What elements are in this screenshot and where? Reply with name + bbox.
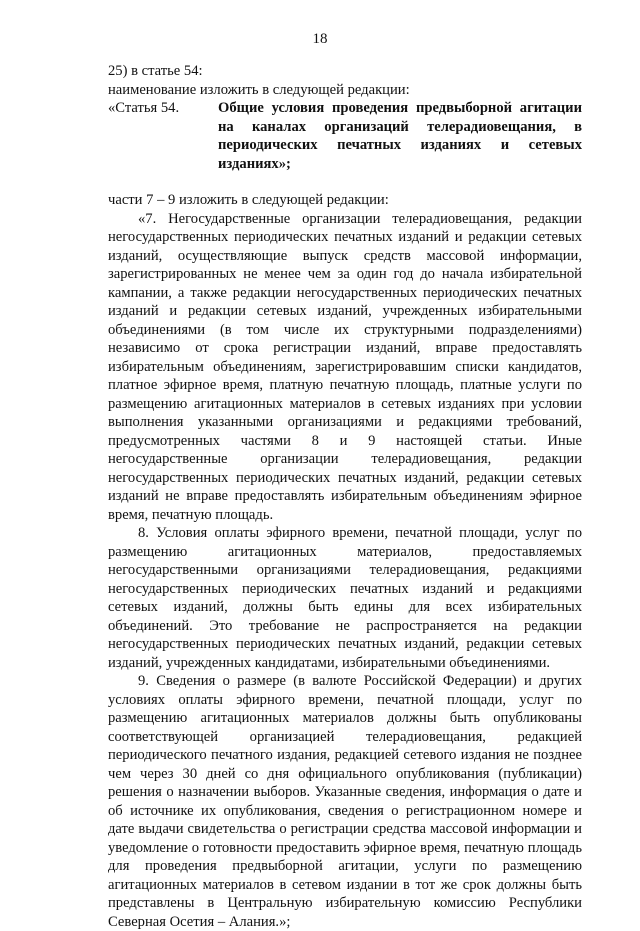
page-number: 18	[312, 31, 328, 47]
amendment-item: 25) в статье 54:	[108, 63, 203, 79]
spacer	[108, 173, 582, 191]
name-change-instruction: наименование изложить в следующей редакции:	[108, 81, 410, 98]
article-title: Общие условия проведения предвыборной агитации на каналах организаций телерадиовещания, в периодических печатных изданиях и сетевых изданиях»;	[218, 100, 582, 172]
parts-instruction: части 7 – 9 изложить в следующей редакции:	[108, 192, 389, 208]
article-label: «Статья 54.	[108, 100, 180, 116]
paragraph-part-7: «7. Негосударственные организации телерадиовещания, редакции негосударственных периодических печатных изданий и редакции сетевых изданий, осуществляющие выпуск средств массовой информации, зарегистрированных не менее чем за один год до начала избирательной кампании, а также редакции негосударственных периодических печатных изданий и редакции сетевых изданий, учрежденных избирательными объединениями (в том числе их структурными подразделениями) независимо от срока регистрации изданий, вправе предоставлять избирательным объединениям, зарегистрировавшим списки кандидатов, платное эфирное время, платную печатную площадь, платные услуги по размещению агитационных материалов в сетевых изданиях при условии выполнения указанными организациями и редакциями требований, предусмотренных частями 8 и 9 настоящей статьи. Иные негосударственные организации телерадиовещания, редакции негосударственных периодических печатных изданий, редакции сетевых изданий не вправе предоставлять избирательным объединениям эфирное время, печатную площадь.	[108, 210, 582, 523]
paragraph-part-8: 8. Условия оплаты эфирного времени, печатной площади, услуг по размещению агитационных материалов, предоставляемых негосударственными организациями телерадиовещания, редакциями негосударственных периодических печатных изданий и редакциями сетевых изданий, должны быть едины для всех избирательных объединений. Это требование не распространяется на редакции негосударственных периодических печатных изданий, редакции сетевых изданий, учрежденных кандидатами, избирательными объединениями.	[108, 525, 582, 671]
paragraph-part-9: 9. Сведения о размере (в валюте Российской Федерации) и других условиях оплаты эфирного времени, печатной площади, услуг по размещению агитационных материалов должны быть опубликованы соответствующей организацией телерадиовещания, редакцией периодического печатного издания, редакцией сетевого издания не позднее чем через 30 дней со дня официального опубликования (публикации) решения о назначении выборов. Указанные сведения, информация о дате и об источнике их опубликования, сведения о регистрационном номере и дате выдачи свидетельства о регистрации средства массовой информации и уведомление о готовности предоставить эфирное время, печатную площадь для проведения предвыборной агитации, услуги по размещению агитационных материалов в сетевом издании в тот же срок должны быть представлены в Центральную избирательную комиссию Республики Северная Осетия – Алания.»;	[108, 673, 582, 930]
article-heading	[108, 99, 582, 173]
document-body	[108, 62, 582, 931]
